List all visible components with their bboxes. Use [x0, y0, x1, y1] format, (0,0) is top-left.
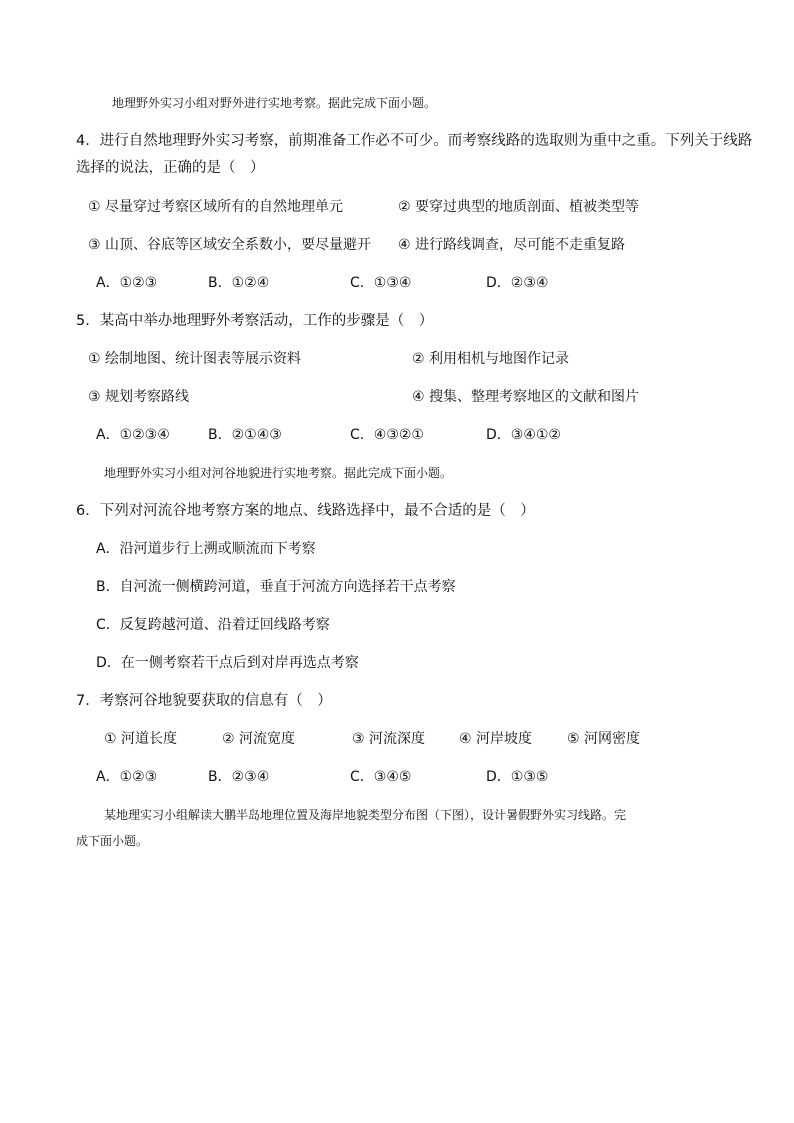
- question-7-statement-3: ③ 河流深度: [352, 731, 426, 747]
- question-5-statement-2: ② 利用相机与地图作记录: [412, 351, 570, 367]
- question-5-statement-3: ③ 规划考察路线: [88, 389, 190, 405]
- question-4-stem-line-1: 4．进行自然地理野外实习考察，前期准备工作必不可少。而考察线路的选取则为重中之重。下列关于线路: [76, 133, 753, 149]
- question-7-statement-1: ① 河道长度: [104, 731, 178, 747]
- question-6-choice-a[interactable]: A．沿河道步行上溯或顺流而下考察: [96, 541, 316, 557]
- question-4-statement-2: ② 要穿过典型的地质剖面、植被类型等: [398, 199, 639, 215]
- question-6-choice-c[interactable]: C．反复跨越河道、沿着迂回线路考察: [96, 617, 330, 633]
- intro-text-3-line-2: 成下面小题。: [76, 834, 149, 848]
- question-5-statement-4: ④ 搜集、整理考察地区的文献和图片: [412, 389, 640, 405]
- question-7-choice-a[interactable]: A．①②③: [96, 769, 158, 785]
- question-5-choice-b[interactable]: B．②①④③: [208, 427, 282, 443]
- question-6-choice-d[interactable]: D．在一侧考察若干点后到对岸再选点考察: [96, 655, 359, 671]
- question-4-choice-a[interactable]: A．①②③: [96, 275, 158, 291]
- question-7-choice-b[interactable]: B．②③④: [208, 769, 270, 785]
- question-6-stem: 6．下列对河流谷地考察方案的地点、线路选择中，最不合适的是（ ）: [76, 503, 535, 519]
- question-7-statement-4: ④ 河岸坡度: [459, 731, 533, 747]
- question-5-statement-1: ① 绘制地图、统计图表等展示资料: [88, 351, 302, 367]
- intro-text-2: 地理野外实习小组对河谷地貌进行实地考察。据此完成下面小题。: [104, 466, 453, 480]
- question-5-choice-d[interactable]: D．③④①②: [486, 427, 561, 443]
- question-7-statement-2: ② 河流宽度: [222, 731, 296, 747]
- question-4-choice-b[interactable]: B．①②④: [208, 275, 270, 291]
- question-7-stem: 7．考察河谷地貌要获取的信息有（ ）: [76, 693, 332, 709]
- question-4-statement-1: ① 尽量穿过考察区域所有的自然地理单元: [88, 199, 343, 215]
- question-4-stem-line-2: 选择的说法，正确的是（ ）: [76, 160, 265, 176]
- question-7-choice-c[interactable]: C．③④⑤: [350, 769, 412, 785]
- intro-text-3-line-1: 某地理实习小组解读大鹏半岛地理位置及海岸地貌类型分布图（下图），设计暑假野外实习线路。完: [104, 808, 627, 822]
- question-5-stem: 5．某高中举办地理野外考察活动，工作的步骤是（ ）: [76, 313, 434, 329]
- question-4-statement-3: ③ 山顶、谷底等区域安全系数小，要尽量避开: [88, 237, 371, 253]
- question-4-choice-d[interactable]: D．②③④: [486, 275, 549, 291]
- question-7-statement-5: ⑤ 河网密度: [567, 731, 641, 747]
- question-4-choice-c[interactable]: C．①③④: [350, 275, 412, 291]
- question-6-choice-b[interactable]: B．自河流一侧横跨河道，垂直于河流方向选择若干点考察: [96, 579, 456, 595]
- question-7-choice-d[interactable]: D．①③⑤: [486, 769, 549, 785]
- intro-text-1: 地理野外实习小组对野外进行实地考察。据此完成下面小题。: [112, 96, 437, 110]
- question-5-choice-c[interactable]: C．④③②①: [350, 427, 424, 443]
- question-4-statement-4: ④ 进行路线调查，尽可能不走重复路: [398, 237, 626, 253]
- question-5-choice-a[interactable]: A．①②③④: [96, 427, 170, 443]
